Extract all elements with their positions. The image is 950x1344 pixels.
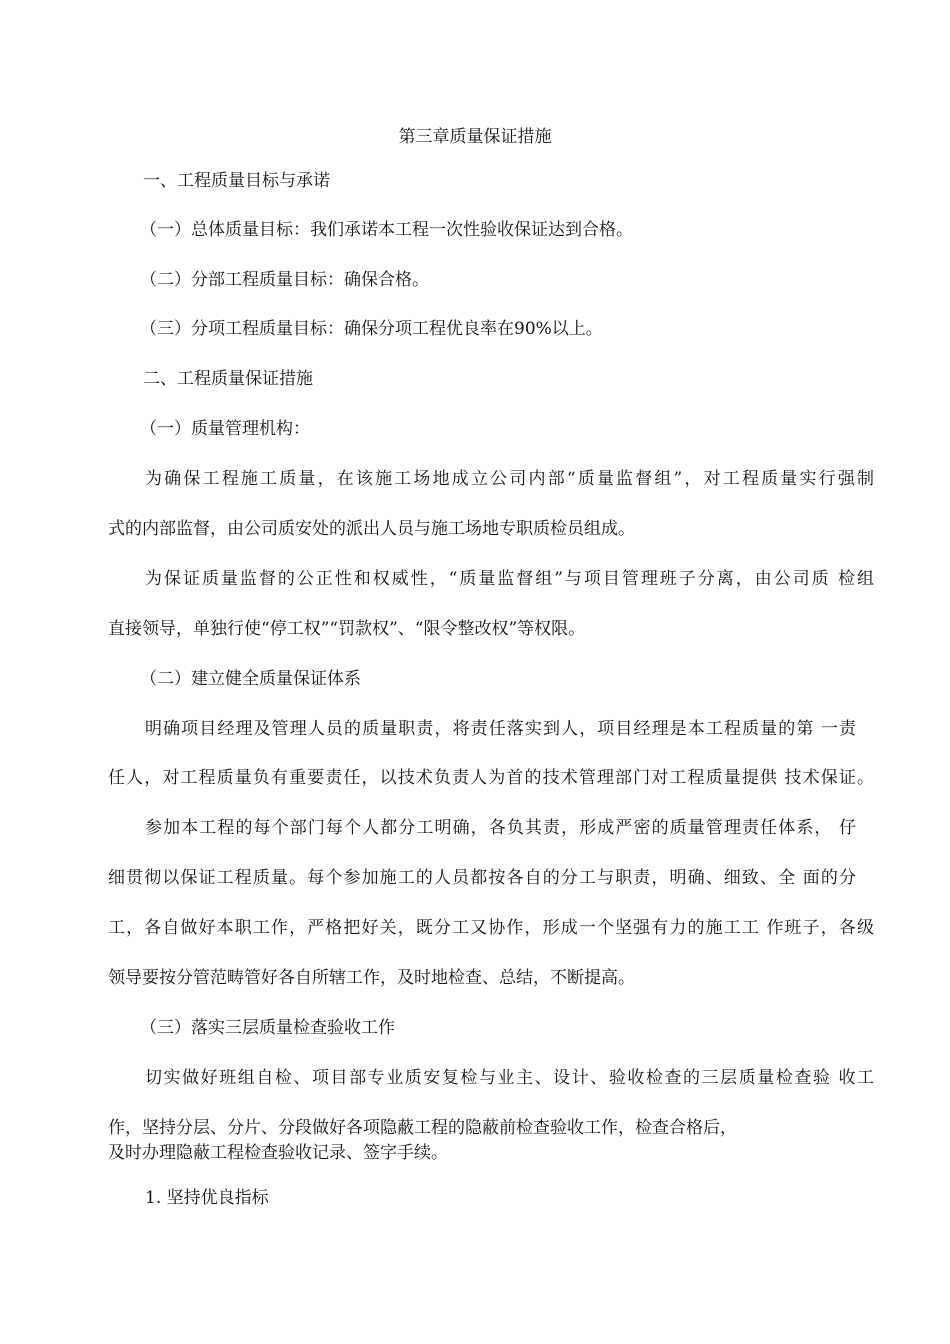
subsection-heading: （三）落实三层质量检查验收工作 (140, 1018, 395, 1038)
paragraph-line: （二）分部工程质量目标：确保合格。 (140, 270, 429, 290)
paragraph-line: 式的内部监督，由公司质安处的派出人员与施工场地专职质检员组成。 (108, 519, 635, 539)
paragraph-line: 工，各自做好本职工作，严格把好关，既分工又协作，形成一个坚强有力的施工工 作班子，各级 (108, 918, 874, 938)
paragraph-line: 明确项目经理及管理人员的质量职责，将责任落实到人，项目经理是本工程质量的第 一责 (145, 719, 856, 739)
paragraph-line: 切实做好班组自检、项目部专业质安复检与业主、设计、验收检查的三层质量检查验 收工 (145, 1068, 874, 1088)
section-heading: 一、工程质量目标与承诺 (143, 171, 330, 191)
paragraph-line: （一）总体质量目标：我们承诺本工程一次性验收保证达到合格。 (140, 220, 633, 240)
paragraph-line: 细贯彻以保证工程质量。每个参加施工的人员都按各自的分工与职责，明确、细致、全 面的分 (108, 868, 856, 888)
paragraph-line: 直接领导，单独行使“停工权”“罚款权”、“限令整改权”等权限。 (108, 619, 586, 639)
paragraph-line: 及时办理隐蔽工程检查验收记录、签字手续。 (108, 1143, 448, 1163)
subsection-heading: （一）质量管理机构： (140, 419, 310, 439)
paragraph-line: （三）分项工程质量目标：确保分项工程优良率在90%以上。 (140, 319, 603, 339)
page-title: 第三章质量保证措施 (398, 127, 552, 147)
paragraph-line: 为确保工程施工质量，在该施工场地成立公司内部“质量监督组”，对工程质量实行强制 (145, 469, 874, 489)
section-heading: 二、工程质量保证措施 (143, 369, 313, 389)
paragraph-line: 任人，对工程质量负有重要责任，以技术负责人为首的技术管理部门对工程质量提供 技术保证。 (108, 768, 874, 788)
paragraph-line: 领导要按分管范畴管好各自所辖工作，及时地检查、总结，不断提高。 (108, 968, 635, 988)
list-item-heading: 1. 坚持优良指标 (145, 1188, 269, 1208)
paragraph-line: 作，坚持分层、分片、分段做好各项隐蔽工程的隐蔽前检查验收工作，检查合格后， (108, 1118, 737, 1138)
paragraph-line: 参加本工程的每个部门每个人都分工明确，各负其责，形成严密的质量管理责任体系， 仔 (145, 818, 856, 838)
paragraph-line: 为保证质量监督的公正性和权威性，“质量监督组”与项目管理班子分离，由公司质 检组 (145, 569, 874, 589)
subsection-heading: （二）建立健全质量保证体系 (140, 669, 361, 689)
